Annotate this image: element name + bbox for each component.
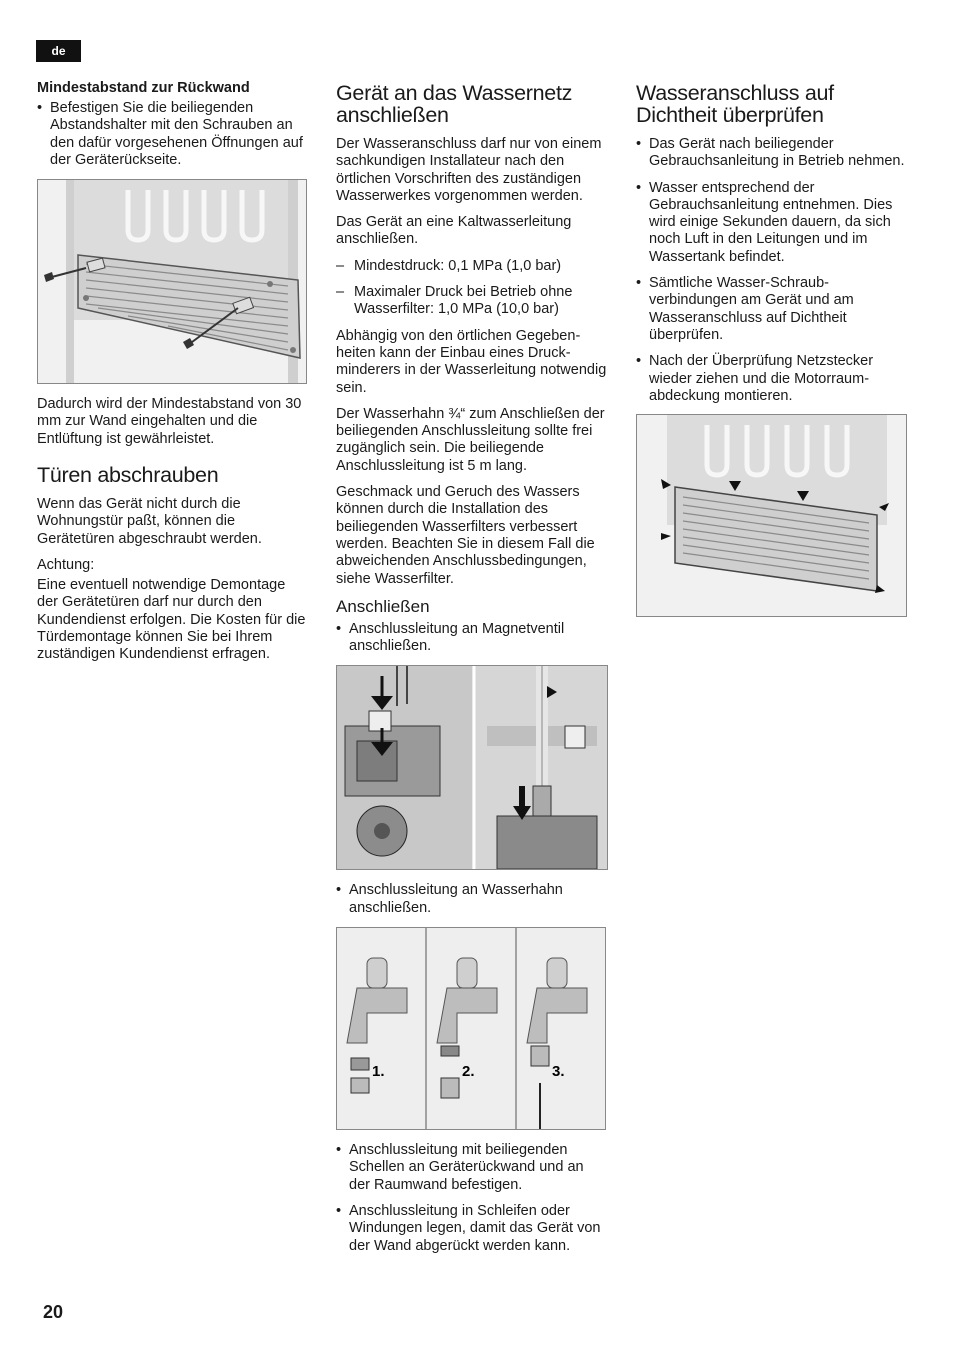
list-item: • Das Gerät nach beiliegender Gebrauchsanleitung in Betrieb nehmen. [636, 136, 908, 171]
subsection-title-connect: Anschließen [336, 596, 430, 616]
column-left [37, 78, 307, 672]
list-item: • Anschlussleitung mit beiliegenden Schellen an Geräterückwand und an der Raumwand befestigen. [336, 1142, 608, 1194]
figure-motor-cover [636, 414, 907, 617]
section-title-water-connection: Gerät an das Wassernetz anschließen [336, 81, 573, 127]
bullet-list [37, 100, 307, 169]
section-title-doors: Türen abschrauben [37, 463, 219, 488]
attention-text: Eine eventuell notwendige Demontage der Gerätetüren darf nur durch den Kundendienst erfolgen. Die Kosten für die Türdemontage können Sie bei Ihrem zuständigen Kundendienst erfragen. [37, 576, 306, 663]
pressure-list [336, 258, 608, 319]
paragraph: Der Wasseranschluss darf nur von einem sachkundigen Installateur nach den örtlichen Vorschriften des zuständigen Wasserwerkes vorgenommen werden. [336, 136, 602, 204]
attention-label: Achtung: [37, 556, 95, 573]
page-number: 20 [43, 1302, 64, 1322]
doors-text: Wenn das Gerät nicht durch die Wohnungstür paßt, können die Gerätetüren abgeschraubt werden. [37, 496, 262, 547]
min-distance-note: Dadurch wird der Mindestabstand von 30 mm zur Wand eingehalten und die Entlüftung ist gewährleistet. [37, 396, 302, 447]
figure-solenoid-valve [336, 665, 608, 870]
paragraph: Geschmack und Geruch des Wassers können durch die Installation des beiliegenden Wasserfilters verbessert werden. Beachten Sie in diesem Fall die abweichenden Anschlussbedingungen, siehe Wasserfilter. [336, 484, 595, 587]
paragraph: Der Wasserhahn ¾“ zum Anschließen der beiliegenden Anschlussleitung sollte frei zugänglich sein. Die beiliegende Anschlussleitung ist 5 m lang. [336, 405, 605, 474]
paragraph: Das Gerät an eine Kaltwasserleitung anschließen. [336, 214, 572, 248]
figure-tap-connection [336, 927, 606, 1130]
motor-cover-illustration [637, 415, 906, 616]
paragraph: Abhängig von den örtlichen Gegebenheiten kann der Einbau eines Druckminderers in der Wasserleitung notwendig sein. [336, 327, 607, 396]
bullet-list [336, 882, 608, 917]
heading-min-distance: Mindestabstand zur Rückwand [37, 80, 250, 96]
list-item: • Anschlussleitung an Wasserhahn anschließen. [336, 882, 608, 917]
column-middle [336, 82, 608, 1264]
list-item: • Wasser entsprechend der Gebrauchsanleitung entnehmen. Dies wird einige Sekunden dauern, da sich noch Luft in den Leitungen und im Wassertank befindet. [636, 180, 908, 266]
language-badge: de [36, 40, 81, 62]
step-label: 1. [372, 1063, 385, 1081]
bullet-list [636, 136, 908, 405]
list-item: • Anschlussleitung an Magnetventil anschließen. [336, 621, 608, 656]
list-item: – Maximaler Druck bei Betrieb ohne Wasserfilter: 1,0 MPa (10,0 bar) [336, 284, 608, 319]
tap-connection-illustration [337, 928, 605, 1129]
section-title-leak-check: Wasseranschluss auf Dichtheit überprüfen [636, 81, 834, 127]
figure-spacer-mounting [37, 179, 307, 384]
bullet-list [336, 1142, 608, 1255]
column-right [636, 82, 908, 617]
spacer-mounting-illustration [38, 180, 306, 383]
step-label: 2. [462, 1063, 475, 1081]
list-item: • Anschlussleitung in Schleifen oder Windungen legen, damit das Gerät von der Wand abgerückt werden kann. [336, 1203, 608, 1255]
list-item: – Mindestdruck: 0,1 MPa (1,0 bar) [336, 258, 608, 275]
solenoid-valve-illustration [337, 666, 607, 869]
list-item: • Nach der Überprüfung Netzstecker wieder ziehen und die Motorraumabdeckung montieren. [636, 353, 908, 405]
list-item: • Befestigen Sie die beiliegenden Abstandshalter mit den Schrauben an den dafür vorgesehenen Öffnungen auf der Geräterückseite. [37, 100, 307, 169]
list-item: • Sämtliche Wasser-Schraubverbindungen am Gerät und am Wasseranschluss auf Dichtheit überprüfen. [636, 275, 908, 344]
step-label: 3. [552, 1063, 565, 1081]
bullet-list [336, 621, 608, 656]
